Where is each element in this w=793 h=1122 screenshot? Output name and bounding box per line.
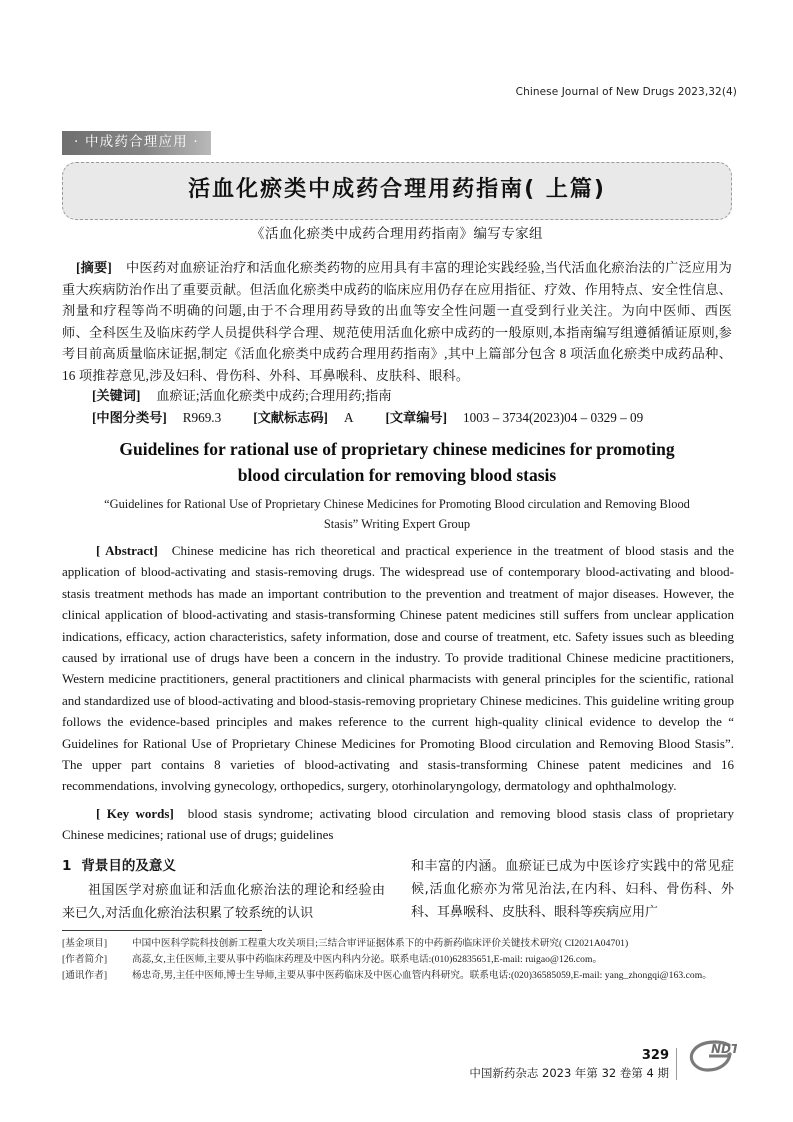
- english-abstract: [62, 540, 734, 797]
- page-number: 329: [641, 1048, 669, 1064]
- page-footer: [469, 1038, 737, 1080]
- journal-logo-icon: [685, 1038, 737, 1079]
- svg-text:NDT: NDT: [711, 1042, 737, 1056]
- chinese-keywords-label: [关键词]: [92, 388, 141, 403]
- running-head: Chinese Journal of New Drugs 2023,32(4): [515, 86, 737, 98]
- body-columns: [62, 855, 734, 925]
- chinese-keywords-row: [62, 385, 732, 407]
- footnote-fund-label: [基金项目]: [62, 938, 108, 949]
- page-title: 活血化瘀类中成药合理用药指南( 上篇): [188, 177, 606, 202]
- english-keywords-text: blood stasis syndrome; activating blood circulation and removing blood stasis class of proprietary Chinese medicines; rational use of drugs; guidelines: [62, 806, 734, 843]
- english-abstract-label: [ Abstract]: [96, 543, 158, 558]
- footnote-fund: [62, 936, 734, 952]
- english-title-line2: blood circulation for removing blood stasis: [237, 465, 557, 485]
- footnote-corresponding: [62, 968, 734, 984]
- footnotes: [62, 936, 734, 985]
- footnote-fund-text: 中国中医科学院科技创新工程重大攻关项目;三结合审评证据体系下的中药新药临床评价关键技术研究( CI2021A04701): [132, 938, 629, 949]
- english-author-group: [92, 494, 702, 534]
- chinese-abstract-label: [摘要]: [76, 260, 112, 275]
- section-heading-1: [62, 855, 385, 878]
- chinese-abstract: [62, 257, 732, 387]
- chinese-keywords-text: 血瘀证;活血化瘀类中成药;合理用药;指南: [156, 388, 392, 403]
- footnote-corresponding-text: 杨忠奇,男,主任中医师,博士生导师,主要从事中医药临床及中医心血管内科研究。联系电话:(020)36585059,E-mail: yang_zhongqi@163.com。: [132, 970, 712, 982]
- section-tag: · 中成药合理应用 ·: [62, 131, 211, 155]
- english-authors-line1: “Guidelines for Rational Use of Proprietary Chinese Medicines for Promoting Blood circulation and: [104, 497, 602, 511]
- doc-code-value: A: [343, 410, 354, 425]
- footer-text-block: [469, 1048, 677, 1080]
- section-heading-text: 背景目的及意义: [81, 858, 176, 874]
- body-paragraph-left: 祖国医学对瘀血证和活血化瘀治法的理论和经验由来已久,对活血化瘀治法积累了较系统的认识: [62, 883, 385, 921]
- body-column-left: [62, 855, 385, 925]
- section-heading-number: 1: [62, 858, 72, 874]
- journal-citation: 中国新药杂志 2023 年第 32 卷第 4 期: [469, 1065, 669, 1080]
- footnote-divider: [62, 930, 262, 931]
- english-title: [62, 436, 732, 488]
- section-tag-container: [62, 131, 732, 155]
- article-id-label: [文章编号]: [385, 410, 448, 425]
- english-abstract-text: Chinese medicine has rich theoretical and practical experience in the treatment of blood stasis and the application of blood-activating and stasis-removing drugs. The widespread use of contemporary blood-activating and blood-stasis treatment methods has made an important contribution to the prevention and treatment of major diseases. However, the clinical application of blood-activating and stasis-transforming Chinese patent medicines still suffers from unclear application indications, efficacy, action characteristics, safety information, dose and course of treatment, etc. Safety issues such as bleeding caused by irrational use of drugs have been a concern in the industry. To provide traditional Chinese medicine practitioners, Western medicine practitioners, general practitioners and clinical pharmacists with general principles for the scientific, rational and standardized use of blood-activating and blood-stasis-removing proprietary Chinese medicines. This guideline writing group follows the evidence-based principles and makes reference to the current high-quality clinical evidence to develop the “ Guidelines for Rational Use of Proprietary Chinese Medicines for Promoting Blood circulation and Removing Blood Stasis”. The upper part contains 8 varieties of blood-activating and stasis-transforming Chinese patent medicines and 16 recommendations, involving gynecology, orthopedics, surgery, otorhinolaryngology, dermatology and ophthalmology.: [62, 543, 734, 794]
- title-box: [62, 162, 732, 220]
- article-id-value: 1003 – 3734(2023)04 – 0329 – 09: [463, 410, 644, 425]
- doc-code-label: [文献标志码]: [253, 410, 328, 425]
- english-title-line1: Guidelines for rational use of proprietary chinese medicines for promoting: [119, 439, 675, 459]
- classification-row: [62, 407, 732, 429]
- clc-value: R969.3: [182, 410, 222, 425]
- chinese-metadata: [62, 385, 732, 429]
- english-authors-line2: Removing Blood Stasis” Writing Expert Group: [323, 497, 690, 531]
- footnote-author-label: [作者简介]: [62, 954, 108, 966]
- clc-label: [中图分类号]: [92, 410, 167, 425]
- chinese-abstract-text: 中医药对血瘀证治疗和活血化瘀类药物的应用具有丰富的理论实践经验,当代活血化瘀治法的广泛应用为重大疾病防治作出了重要贡献。但活血化瘀类中成药的临床应用仍存在应用指征、疗效、作用特点、安全性信息、剂量和疗程等尚不明确的问题,由于不合理用药导致的出血等安全性问题一直受到行业关注。为向中医师、西医师、全科医生及临床药学人员提供科学合理、规范使用活血化瘀中成药的一般原则,本指南编写组遵循循证原则,参考目前高质量临床证据,制定《活血化瘀类中成药合理用药指南》,其中上篇部分包含 8 项活血化瘀类中成药品种、16 项推荐意见,涉及妇科、骨伤科、外科、耳鼻喉科、皮肤科、眼科。: [62, 260, 732, 383]
- body-column-right: [411, 855, 734, 925]
- footnote-corresponding-label: [通讯作者]: [62, 970, 108, 982]
- body-paragraph-right: 和丰富的内涵。血瘀证已成为中医诊疗实践中的常见症候,活血化瘀亦为常见治法,在内科、妇科、骨伤科、外科、耳鼻喉科、皮肤科、眼科等疾病应用广: [411, 859, 734, 920]
- english-keywords-label: [ Key words]: [96, 806, 174, 821]
- author-group: 《活血化瘀类中成药合理用药指南》编写专家组: [251, 226, 543, 241]
- footnote-author: [62, 952, 734, 968]
- english-keywords: [62, 803, 734, 846]
- footnote-author-text: 高蕊,女,主任医师,主要从事中药临床药理及中医内科内分泌。联系电话:(010)62835651,E-mail: ruigao@126.com。: [132, 954, 603, 966]
